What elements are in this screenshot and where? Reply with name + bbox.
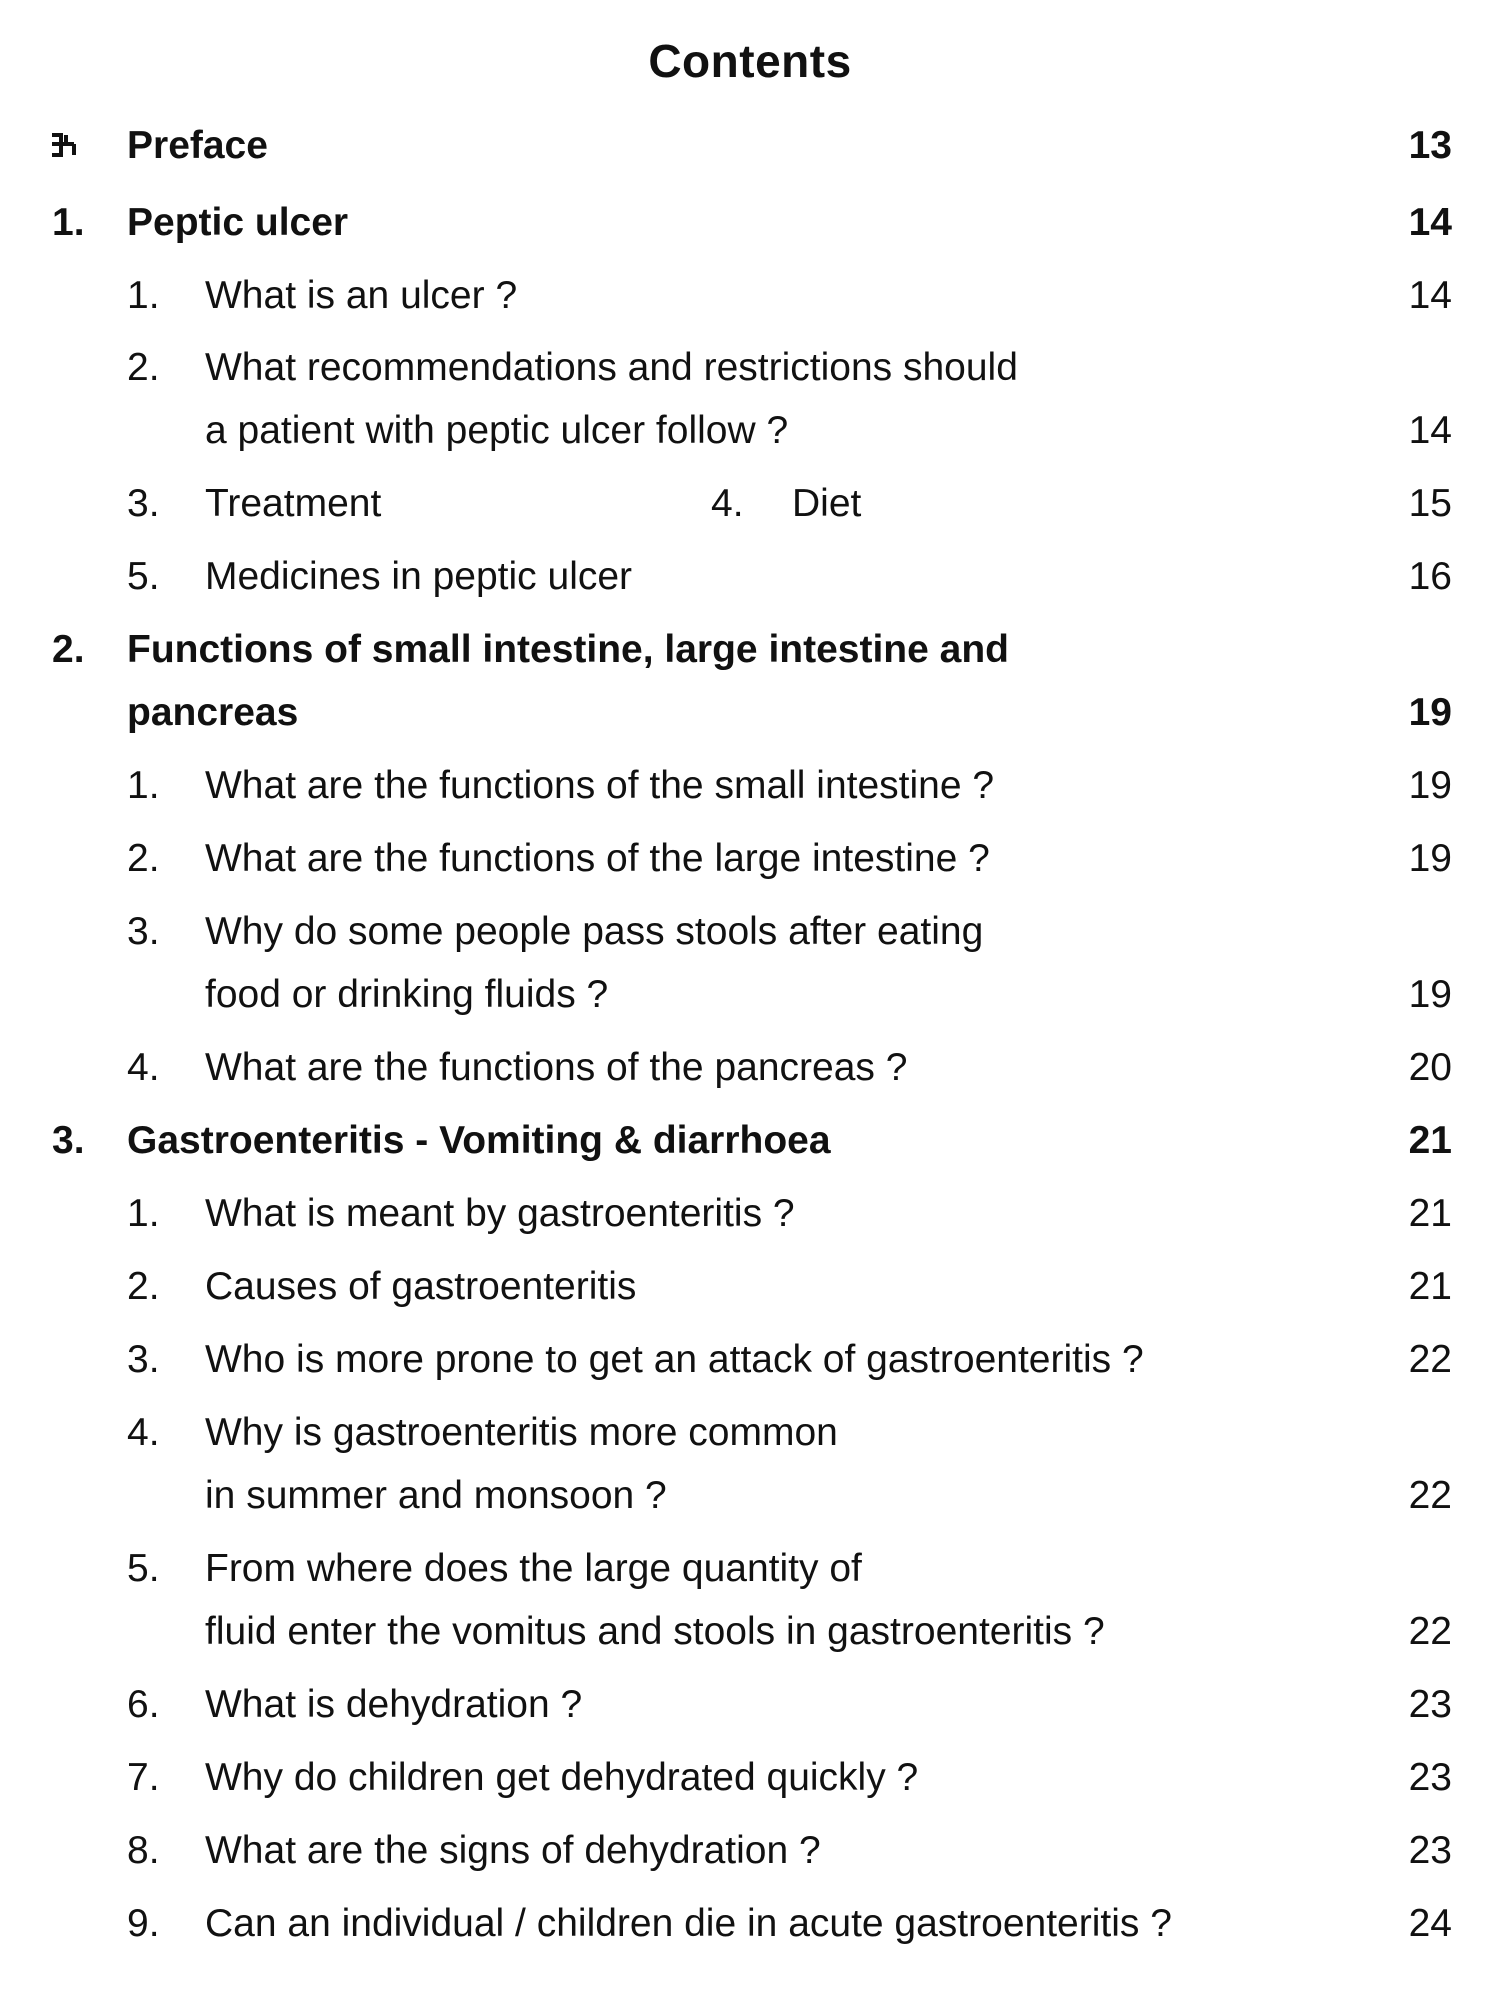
- toc-page-number: 21: [1408, 1192, 1452, 1235]
- toc-chapter-2-continued[interactable]: [0, 683, 1500, 743]
- toc-page-number: 23: [1408, 1756, 1452, 1799]
- chapter-title: Peptic ulcer: [127, 201, 349, 244]
- toc-page-number: 22: [1408, 1474, 1452, 1517]
- toc-page-number: 22: [1408, 1610, 1452, 1653]
- toc-item[interactable]: [0, 1748, 1500, 1808]
- toc-chapter-3[interactable]: [0, 1111, 1500, 1171]
- toc-item-continued[interactable]: [0, 401, 1500, 461]
- item-text: What is dehydration ?: [205, 1683, 583, 1726]
- chapter-title-line1: Functions of small intestine, large intestine and: [127, 628, 1009, 671]
- item-number: 1.: [127, 274, 160, 317]
- item-text: Why do children get dehydrated quickly ?: [205, 1756, 919, 1799]
- item-text-line2: in summer and monsoon ?: [205, 1474, 667, 1517]
- item-text: What is meant by gastroenteritis ?: [205, 1192, 795, 1235]
- item-text-line1: Why do some people pass stools after eating: [205, 910, 984, 953]
- item-text: What is an ulcer ?: [205, 274, 518, 317]
- item-number: 3.: [127, 910, 160, 953]
- toc-item[interactable]: [0, 756, 1500, 816]
- toc-item-continued[interactable]: [0, 1602, 1500, 1662]
- item-text: What are the functions of the pancreas ?: [205, 1046, 908, 1089]
- item-text-line1: Why is gastroenteritis more common: [205, 1411, 838, 1454]
- toc-page-number: 23: [1408, 1829, 1452, 1872]
- toc-page-number: 19: [1408, 764, 1452, 807]
- item-text-line2: fluid enter the vomitus and stools in gastroenteritis ?: [205, 1610, 1105, 1653]
- toc-item[interactable]: [0, 1184, 1500, 1244]
- toc-entry-label: Preface: [127, 124, 268, 167]
- item-text-line2: food or drinking fluids ?: [205, 973, 609, 1016]
- item-number: 1.: [127, 1192, 160, 1235]
- toc-item[interactable]: [0, 547, 1500, 607]
- toc-entry-preface[interactable]: [0, 116, 1500, 176]
- item-text-line2: a patient with peptic ulcer follow ?: [205, 409, 789, 452]
- page-title: Contents: [648, 35, 852, 87]
- toc-item[interactable]: [0, 902, 1500, 962]
- item-number: 4.: [127, 1046, 160, 1089]
- toc-page-number: 14: [1408, 409, 1452, 452]
- toc-page-number: 19: [1408, 837, 1452, 880]
- toc-item[interactable]: [0, 1038, 1500, 1098]
- item-number: 7.: [127, 1756, 160, 1799]
- toc-item-continued[interactable]: [0, 965, 1500, 1025]
- chapter-title: Gastroenteritis - Vomiting & diarrhoea: [127, 1119, 831, 1162]
- item-number: 5.: [127, 1547, 160, 1590]
- item-number: 3.: [127, 1338, 160, 1381]
- toc-page-number: 14: [1408, 274, 1452, 317]
- toc-item[interactable]: [0, 1330, 1500, 1390]
- toc-page-number: 23: [1408, 1683, 1452, 1726]
- toc-item[interactable]: [0, 266, 1500, 326]
- item-number: 4.: [127, 1411, 160, 1454]
- toc-page-number: 21: [1408, 1265, 1452, 1308]
- toc-item[interactable]: [0, 1539, 1500, 1599]
- chapter-title-line2: pancreas: [127, 691, 299, 734]
- toc-item[interactable]: [0, 1894, 1500, 1954]
- toc-page-number: 19: [1408, 973, 1452, 1016]
- chapter-number: 3.: [52, 1119, 85, 1162]
- item-number: 2.: [127, 346, 160, 389]
- item-text: Who is more prone to get an attack of gastroenteritis ?: [205, 1338, 1144, 1381]
- item-number: 1.: [127, 764, 160, 807]
- item-number: 2.: [127, 837, 160, 880]
- toc-page-number: 20: [1408, 1046, 1452, 1089]
- toc-page-number: 22: [1408, 1338, 1452, 1381]
- item-number: 5.: [127, 555, 160, 598]
- item-text: Can an individual / children die in acute gastroenteritis ?: [205, 1902, 1172, 1945]
- item-number: 4.: [711, 482, 744, 525]
- item-text-line1: What recommendations and restrictions should: [205, 346, 1018, 389]
- toc-item[interactable]: [0, 474, 1500, 534]
- toc-item[interactable]: [0, 829, 1500, 889]
- toc-item-continued[interactable]: [0, 1466, 1500, 1526]
- toc-item[interactable]: [0, 1675, 1500, 1735]
- item-number: 2.: [127, 1265, 160, 1308]
- toc-item[interactable]: [0, 1403, 1500, 1463]
- item-text: What are the functions of the large intestine ?: [205, 837, 990, 880]
- item-text: Treatment: [205, 482, 382, 525]
- toc-page-number: 16: [1408, 555, 1452, 598]
- toc-page-number: 19: [1408, 691, 1452, 734]
- item-text: What are the functions of the small intestine ?: [205, 764, 995, 807]
- item-number: 8.: [127, 1829, 160, 1872]
- toc-item[interactable]: [0, 1821, 1500, 1881]
- toc-page-number: 13: [1408, 124, 1452, 167]
- toc-page-number: 14: [1408, 201, 1452, 244]
- item-text-line1: From where does the large quantity of: [205, 1547, 862, 1590]
- toc-page-number: 15: [1408, 482, 1452, 525]
- chapter-number: 1.: [52, 201, 85, 244]
- toc-item[interactable]: [0, 338, 1500, 398]
- toc-chapter-1[interactable]: [0, 193, 1500, 253]
- item-number: 9.: [127, 1902, 160, 1945]
- item-text: What are the signs of dehydration ?: [205, 1829, 821, 1872]
- swastika-icon: [48, 132, 78, 158]
- item-text: Diet: [792, 482, 862, 525]
- item-text: Causes of gastroenteritis: [205, 1265, 637, 1308]
- toc-chapter-2[interactable]: [0, 620, 1500, 680]
- toc-page-number: 21: [1408, 1119, 1452, 1162]
- item-number: 6.: [127, 1683, 160, 1726]
- toc-page-number: 24: [1408, 1902, 1452, 1945]
- item-number: 3.: [127, 482, 160, 525]
- chapter-number: 2.: [52, 628, 85, 671]
- item-text: Medicines in peptic ulcer: [205, 555, 633, 598]
- toc-item[interactable]: [0, 1257, 1500, 1317]
